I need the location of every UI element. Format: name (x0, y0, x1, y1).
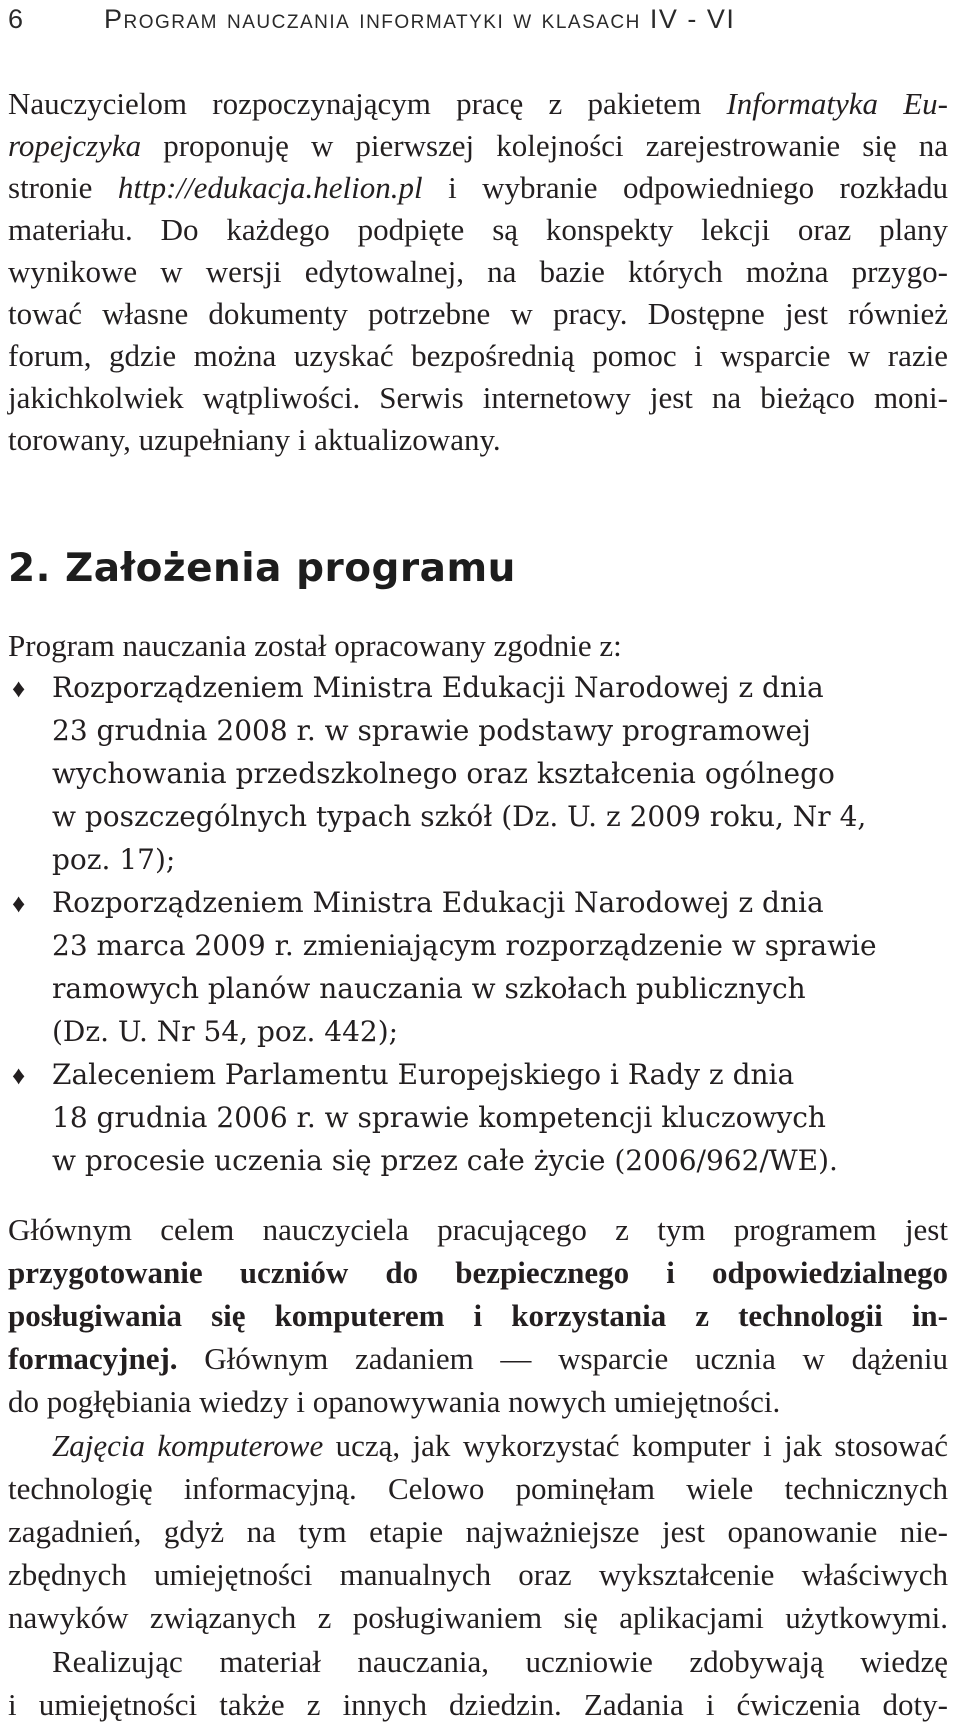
bullet-2-line-2: 23 marca 2009 r. zmieniającym rozporządzenie w sprawie (52, 929, 877, 962)
bullet-1-line-5: poz. 17); (52, 843, 176, 876)
intro-line-1: Nauczycielom rozpoczynającym pracę z pakietem Informatyka Eu- (8, 86, 948, 121)
goal-line-1: Głównym celem nauczyciela pracującego z tym programem jest (8, 1212, 948, 1247)
lessons-line-3: zagadnień, gdyż na tym etapie najważniejsze jest opanowanie nie- (8, 1514, 948, 1549)
bullet-1-line-2: 23 grudnia 2008 r. w sprawie podstawy programowej (52, 714, 811, 747)
lessons-line-2: technologię informacyjną. Celowo pominęłam wiele technicznych (8, 1471, 948, 1506)
bullet-1-line-4: w poszczególnych typach szkół (Dz. U. z 2009 roku, Nr 4, (52, 800, 867, 833)
page-number: 6 (8, 4, 25, 34)
lessons-line-5: nawyków związanych z posługiwaniem się aplikacjami użytkowymi. (8, 1600, 948, 1635)
bullet-2-line-4: (Dz. U. Nr 54, poz. 442); (52, 1015, 399, 1048)
intro-line-8: jakichkolwiek wątpliwości. Serwis internetowy jest na bieżąco moni- (8, 380, 948, 415)
bullet-icon: ♦ (12, 674, 26, 703)
bullet-1-line-3: wychowania przedszkolnego oraz kształcenia ogólnego (52, 757, 835, 790)
lessons-line-1: Zajęcia komputerowe uczą, jak wykorzystać komputer i jak stosować (52, 1428, 948, 1463)
intro-line-7: forum, gdzie można uzyskać bezpośrednią pomoc i wsparcie w razie (8, 338, 948, 373)
running-head (8, 4, 948, 44)
last-line-1: Realizując materiał nauczania, uczniowie zdobywają wiedzę (52, 1644, 948, 1679)
lessons-line-4: zbędnych umiejętności manualnych oraz wykształcenie właściwych (8, 1557, 948, 1592)
bullet-1-line-1: Rozporządzeniem Ministra Edukacji Narodowej z dnia (52, 671, 824, 704)
intro-line-3: stronie http://edukacja.helion.pl i wybranie odpowiedniego rozkładu (8, 170, 948, 205)
intro-line-4: materiału. Do każdego podpięte są konspekty lekcji oraz plany (8, 212, 948, 247)
bullet-2-line-3: ramowych planów nauczania w szkołach publicznych (52, 972, 806, 1005)
bullet-3-line-3: w procesie uczenia się przez całe życie (2006/962/WE). (52, 1144, 838, 1177)
intro-line-2: ropejczyka proponuję w pierwszej kolejności zarejestrowanie się na (8, 128, 948, 163)
bullet-icon: ♦ (12, 1061, 26, 1090)
bullet-3-line-1: Zaleceniem Parlamentu Europejskiego i Rady z dnia (52, 1058, 795, 1091)
goal-line-5: do pogłębiania wiedzy i opanowywania nowych umiejętności. (8, 1384, 781, 1419)
intro-line-9: torowany, uzupełniany i aktualizowany. (8, 422, 501, 457)
running-head-title: Program nauczania informatyki w klasach IV - VI (104, 4, 736, 34)
goal-line-4: formacyjnej. Głównym zadaniem — wsparcie ucznia w dążeniu (8, 1341, 948, 1376)
url-link[interactable]: http://edukacja.helion.pl (117, 170, 423, 205)
bullet-2-line-1: Rozporządzeniem Ministra Edukacji Narodowej z dnia (52, 886, 824, 919)
intro-line-6: tować własne dokumenty potrzebne w pracy. Dostępne jest również (8, 296, 948, 331)
last-line-2: i umiejętności także z innych dziedzin. Zadania i ćwiczenia doty- (8, 1687, 948, 1722)
bullet-icon: ♦ (12, 889, 26, 918)
section-title: 2. Założenia programu (8, 546, 516, 591)
section-lead: Program nauczania został opracowany zgodnie z: (8, 628, 622, 663)
intro-line-5: wynikowe w wersji edytowalnej, na bazie których można przygo- (8, 254, 948, 289)
bullet-3-line-2: 18 grudnia 2006 r. w sprawie kompetencji kluczowych (52, 1101, 826, 1134)
goal-line-2: przygotowanie uczniów do bezpiecznego i odpowiedzialnego (8, 1255, 948, 1290)
goal-line-3: posługiwania się komputerem i korzystania z technologii in- (8, 1298, 948, 1333)
